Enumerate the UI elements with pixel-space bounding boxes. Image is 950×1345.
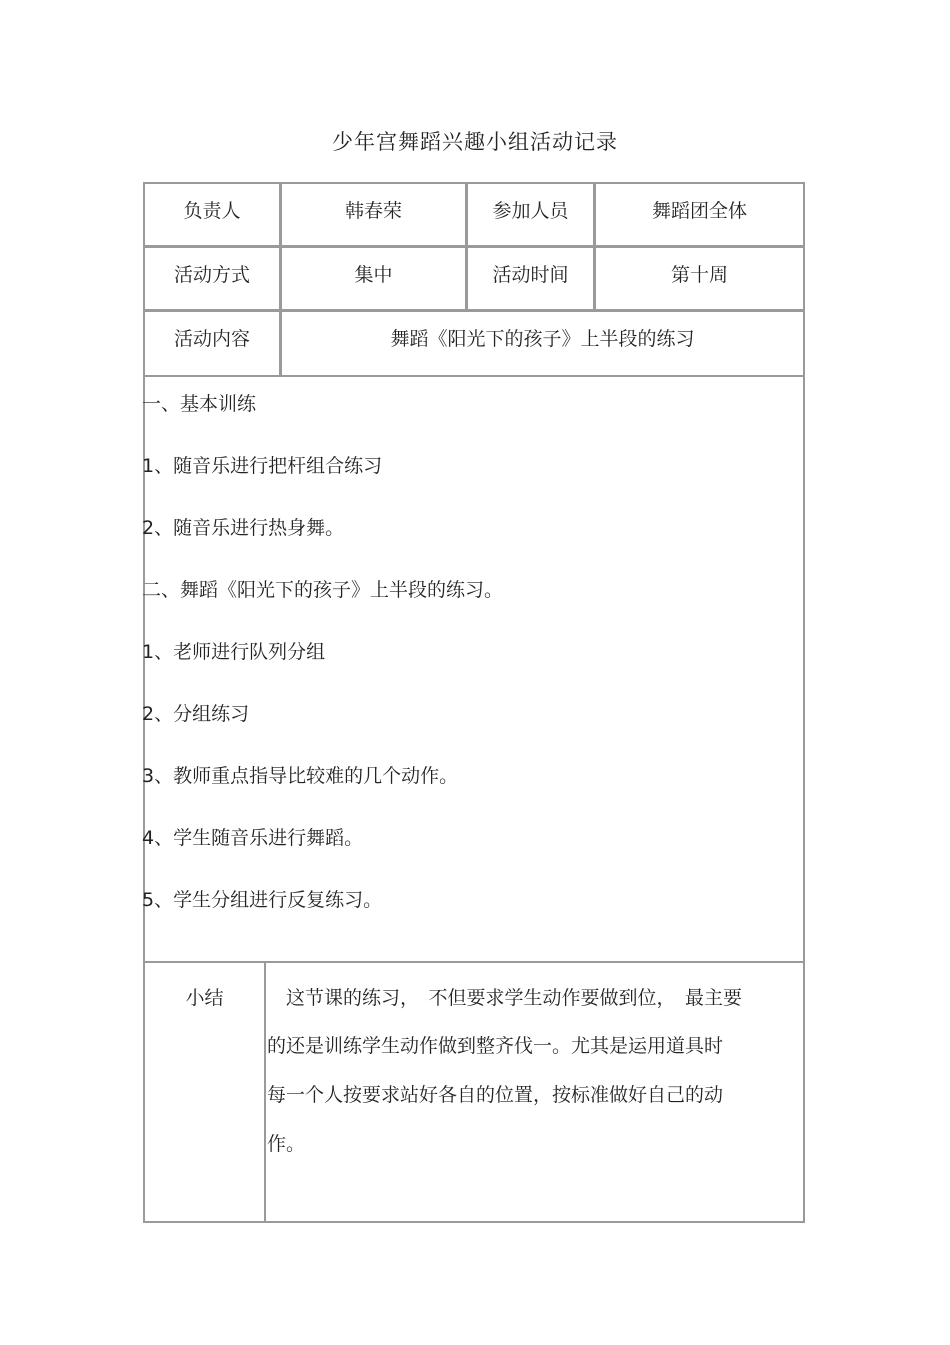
- summary-line: 的还是训练学生动作做到整齐伐一。尤其是运用道具时: [267, 1035, 724, 1057]
- page-title: 少年宫舞蹈兴趣小组活动记录: [332, 130, 618, 154]
- activity-body: [143, 375, 805, 963]
- body-line: 1、随音乐进行把杆组合练习: [142, 455, 383, 477]
- time-value: 第十周: [593, 248, 803, 309]
- content-value: 舞蹈《阳光下的孩子》上半段的练习: [279, 312, 803, 375]
- body-line: 4、学生随音乐进行舞蹈。: [142, 827, 364, 849]
- body-line: 5、学生分组进行反复练习。: [142, 889, 383, 911]
- summary-line: 作。: [267, 1133, 306, 1155]
- time-label: 活动时间: [465, 248, 593, 309]
- body-line: 3、教师重点指导比较难的几个动作。: [142, 765, 459, 787]
- content-label: 活动内容: [173, 328, 250, 350]
- summary-label: 小结: [145, 963, 266, 1221]
- body-line: 1、老师进行队列分组: [142, 641, 326, 663]
- mode-value: 集中: [279, 248, 465, 309]
- summary-section: [143, 961, 805, 1223]
- table-row-content: [143, 310, 805, 377]
- body-line: 一、基本训练: [142, 393, 257, 415]
- body-line: 2、随音乐进行热身舞。: [142, 517, 345, 539]
- body-line: 二、舞蹈《阳光下的孩子》上半段的练习。: [142, 579, 504, 601]
- leader-value: 韩春荣: [279, 184, 465, 245]
- table-row-mode: [143, 246, 805, 311]
- mode-label: 活动方式: [173, 264, 250, 286]
- table-row-leader: [143, 182, 805, 247]
- summary-line: 每一个人按要求站好各自的位置，按标准做好自己的动: [267, 1084, 724, 1106]
- participants-value: 舞蹈团全体: [593, 184, 803, 245]
- body-line: 2、分组练习: [142, 703, 250, 725]
- leader-label: 负责人: [183, 200, 241, 222]
- participants-label: 参加人员: [465, 184, 593, 245]
- summary-line: 这节课的练习， 不但要求学生动作要做到位， 最主要: [267, 987, 743, 1009]
